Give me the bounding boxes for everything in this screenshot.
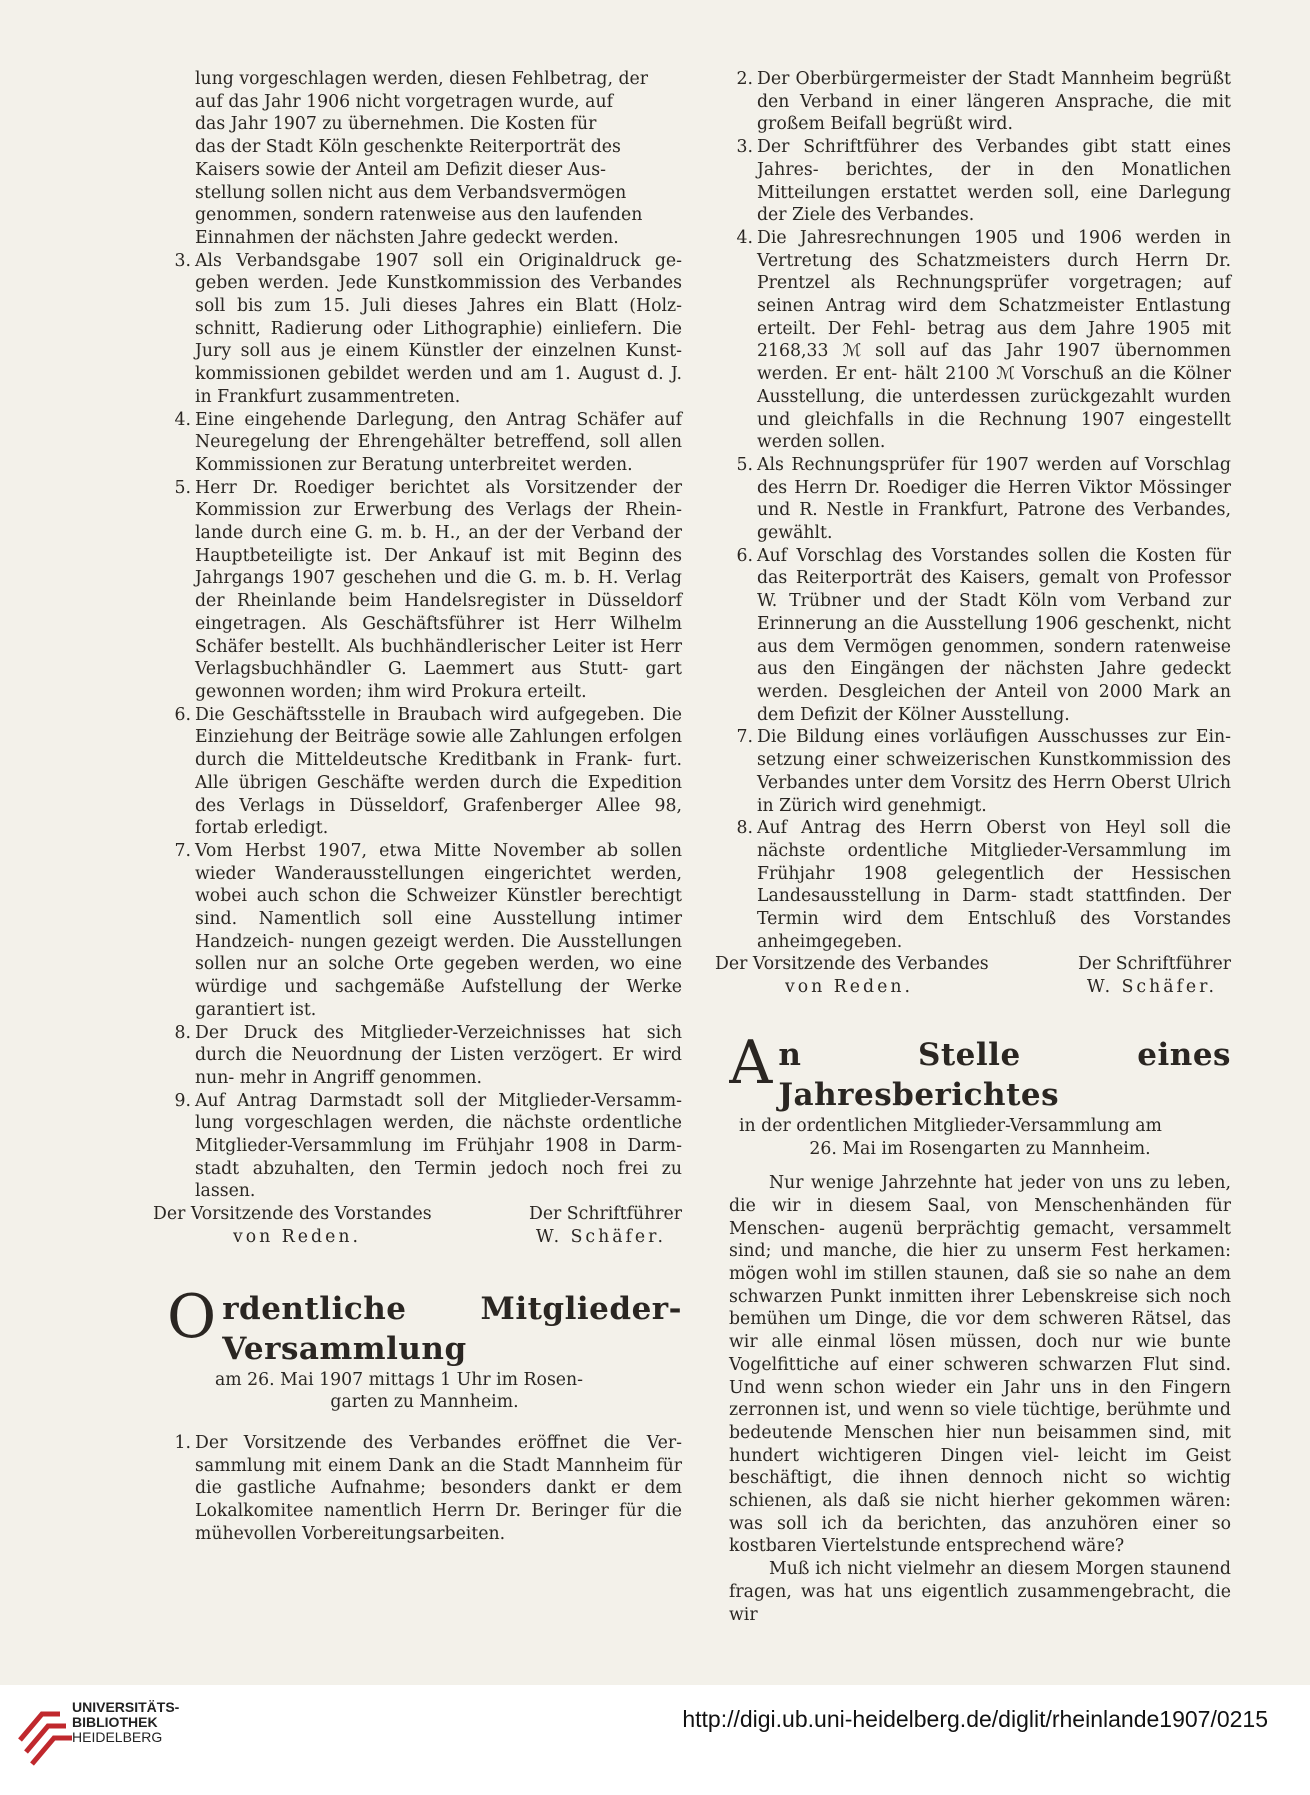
- item-text: Auf Vorschlag des Vorstandes sollen die Kosten für das Reiterporträt des Kaisers, gemalt von Professor W. Trübner und der Stadt Köln vom Verband zur Erinnerung an die Ausstellung 1906 geschenkt, nicht aus dem Vermögen genommen, sondern ratenweise aus den Eingängen der nächsten Jahre gedeckt werden. Desgleichen der Anteil von 2000 Mark an dem Defizit der Kölner Ausstellung.: [757, 545, 1231, 725]
- item-text: Die Bildung eines vorläufigen Ausschusses zur Ein- setzung einer schweizerischen Kunstkommission des Verbandes unter dem Vorsitz des Herrn Oberst Ulrich in Zürich wird genehmigt.: [757, 727, 1231, 816]
- agenda-item-4: [167, 409, 682, 477]
- text-line: lung vorgeschlagen werden, diesen Fehlbetrag, der: [195, 69, 649, 89]
- item-text: Auf Antrag Darmstadt soll der Mitglieder-Versamm- lung vorgeschlagen werden, die nächste ordentliche Mitglieder-Versammlung im Frühjahr 1908 in Darm- stadt abzuhalten, den Termin jedoch noch frei zu lassen.: [195, 1090, 682, 1202]
- item-number: 4.: [736, 227, 753, 248]
- item-number: 2.: [736, 69, 753, 89]
- item-number: 3.: [174, 250, 191, 271]
- agenda-item-3: [729, 136, 1231, 227]
- drop-cap: A: [729, 1034, 773, 1098]
- item-text: Auf Antrag des Herrn Oberst von Heyl soll die nächste ordentliche Mitglieder-Versammlung im Frühjahr 1908 gelegentlich der Hessischen Landesausstellung in Darm- stadt stattfinden. Der Termin wird dem Entschluß des Vorstandes anheimgegeben.: [757, 818, 1231, 952]
- left-intro-paragraph: [167, 68, 682, 250]
- item-text: Die Jahresrechnungen 1905 und 1906 werden in Vertretung des Schatzmeisters durch Herrn Dr. Prentzel als Rechnungsprüfer vorgetragen; auf seinen Antrag wird dem Schatzmeister Entlastung erteilt. Der Fehl- betrag aus dem Jahre 1905 mit 2168,33 ℳ soll auf das Jahr 1907 übernommen werden. Er ent- hält 2100 ℳ Vorschuß an die Kölner Ausstellung, die unterdessen zurückgezahlt wurden und gleichfalls in die Rechnung 1907 eingestellt werden sollen.: [757, 227, 1231, 453]
- text-line: stellung sollen nicht aus dem Verbandsvermögen: [195, 182, 627, 203]
- footer-bar: [0, 1685, 1310, 1795]
- item-text: Als Rechnungsprüfer für 1907 werden auf Vorschlag des Herrn Dr. Roediger die Herren Viktor Mössinger und R. Nestle in Frankfurt, Patrone des Verbandes, gewählt.: [757, 454, 1231, 544]
- signature-left-role: Der Vorsitzende des Vorstandes: [153, 1204, 432, 1225]
- item-number: 5.: [174, 477, 191, 498]
- agenda-item-9: [167, 1090, 682, 1204]
- drop-cap: O: [167, 1288, 217, 1352]
- item-number: 9.: [174, 1090, 191, 1111]
- agenda-item-3: [167, 250, 682, 409]
- item-number: 1.: [174, 1432, 191, 1453]
- section-heading-meeting: [167, 1289, 682, 1414]
- signature-left-name: von Reden.: [233, 1226, 361, 1247]
- heading-title: n Stelle eines Jahresberichtes: [778, 1036, 1231, 1113]
- text-line: Kaisers sowie der Anteil am Defizit dieser Aus-: [195, 159, 606, 180]
- signature-right-role: Der Schriftführer: [528, 1204, 682, 1225]
- item-text: Der Schriftführer des Verbandes gibt statt eines Jahres- berichtes, der in den Monatlichen Mitteilungen erstattet werden soll, eine Darlegung der Ziele des Verbandes.: [757, 137, 1231, 226]
- item-number: 4.: [174, 409, 191, 430]
- item-number: 6.: [174, 704, 191, 725]
- item-number: 3.: [736, 137, 753, 158]
- item-text: Die Geschäftsstelle in Braubach wird aufgegeben. Die Einziehung der Beiträge sowie alle Zahlungen erfolgen durch die Mitteldeutsche Kreditbank in Frank- furt. Alle übrigen Geschäfte werden durch die Expedition des Verlags in Düsseldorf, Grafenberger Allee 98, fortab erledigt.: [195, 704, 682, 839]
- item-text: Eine eingehende Darlegung, den Antrag Schäfer auf Neuregelung der Ehrengehälter betreffend, soll allen Kommissionen zur Beratung unterbreitet werden.: [195, 409, 682, 475]
- text-line: auf das Jahr 1906 nicht vorgetragen wurde, auf: [195, 91, 613, 112]
- signature-left-name: von Reden.: [785, 977, 913, 998]
- library-name-line: BIBLIOTHEK: [72, 1714, 158, 1730]
- item-number: 8.: [736, 818, 753, 839]
- heading-subtitle-1: in der ordentlichen Mitglieder-Versammlung am: [739, 1115, 1162, 1136]
- text-line: das der Stadt Köln geschenkte Reiterporträt des: [195, 137, 621, 158]
- agenda-item-8: [729, 817, 1231, 953]
- left-column: [153, 68, 682, 1545]
- library-name: [72, 1700, 179, 1745]
- item-number: 5.: [736, 454, 753, 475]
- library-name-line: UNIVERSITÄTS-: [72, 1699, 180, 1715]
- agenda-item-1: [167, 1432, 682, 1546]
- agenda-item-2: [729, 68, 1231, 136]
- body-paragraph: Nur wenige Jahrzehnte hat jeder von uns zu leben, die wir in diesem Saal, von Menschenhänden für Menschen- augenü berprächtig gemacht, versammelt sind; und manche, die hier zu unserm Fest herkamen: mögen wohl im stillen staunen, daß sie so nahe an dem schwarzen Punkt inmitten ihrer Lebenskreise sich noch bemühen um Dinge, die vor dem schweren Rätsel, das wir alle einmal lösen müssen, doch nur wie bunte Vogelfittiche auf einer schweren schwarzen Flut sind. Und wenn schon wieder ein Jahr uns in den Fingern zerronnen ist, und wenn so viele tüchtige, berühmte und bedeutende Menschen hier nun beisammen sind, mit hundert wichtigeren Dingen viel- leicht im Geist beschäftigt, die ihnen dennoch nicht so wichtig schienen, als daß sie nicht hierher gekommen wären: was soll ich da berichten, das anzuhören einer so kostbaren Viertelstunde entsprechend wäre?: [729, 1173, 1231, 1557]
- heading-subtitle-2: garten zu Mannheim.: [330, 1392, 519, 1413]
- agenda-item-4: [729, 227, 1231, 454]
- library-name-line: HEIDELBERG: [72, 1729, 163, 1745]
- text-line: genommen, sondern ratenweise aus den laufenden: [195, 205, 643, 226]
- agenda-item-5: [729, 454, 1231, 545]
- agenda-item-7: [729, 726, 1231, 817]
- agenda-item-8: [167, 1022, 682, 1090]
- heading-title: rdentliche Mitglieder-Versammlung: [222, 1290, 682, 1367]
- agenda-item-6: [167, 704, 682, 840]
- item-text: Herr Dr. Roediger berichtet als Vorsitzender der Kommission zur Erwerbung des Verlags der Rhein- lande durch eine G. m. b. H., an der der Verband der Hauptbeteiligte ist. Der Ankauf ist mit Beginn des Jahrgangs 1907 geschehen und die G. m. b. H. Verlag der Rheinlande beim Handelsregister in Düsseldorf eingetragen. Als Geschäftsführer ist Herr Wilhelm Schäfer bestellt. Als buchhändlerischer Leiter ist Herr Verlagsbuchhändler G. Laemmert aus Stutt- gart gewonnen worden; ihm wird Prokura erteilt.: [195, 477, 682, 702]
- item-text: Der Vorsitzende des Verbandes eröffnet die Ver- sammlung mit einem Dank an die Stadt Mannheim für die gastliche Aufnahme; besonders dankt er dem Lokalkomitee namentlich Herrn Dr. Beringer für die mühevollen Vorbereitungsarbeiten.: [195, 1432, 682, 1544]
- right-column: [715, 68, 1231, 1626]
- signature-right-name: W. Schäfer.: [1086, 977, 1217, 998]
- signature-right-name: W. Schäfer.: [535, 1226, 666, 1247]
- source-url-link[interactable]: http://digi.ub.uni-heidelberg.de/diglit/rheinlande1907/0215: [682, 1706, 1268, 1732]
- item-text: Der Druck des Mitglieder-Verzeichnisses hat sich durch die Neuordnung der Listen verzögert. Er wird nun- mehr in Angriff genommen.: [195, 1022, 682, 1088]
- agenda-item-7: [167, 840, 682, 1022]
- text-line: Einnahmen der nächsten Jahre gedeckt werden.: [195, 227, 619, 248]
- text-line: das Jahr 1907 zu übernehmen. Die Kosten für: [195, 114, 597, 135]
- item-text: Der Oberbürgermeister der Stadt Mannheim begrüßt den Verband in einer längeren Ansprache, die mit großem Beifall begrüßt wird.: [757, 69, 1231, 135]
- item-number: 6.: [736, 545, 753, 566]
- agenda-item-6: [729, 545, 1231, 727]
- heading-subtitle-1: am 26. Mai 1907 mittags 1 Uhr im Rosen-: [215, 1369, 584, 1390]
- agenda-item-5: [167, 477, 682, 704]
- signature-left-role: Der Vorsitzende des Verbandes: [715, 954, 989, 975]
- item-number: 7.: [736, 727, 753, 748]
- signature-right-role: Der Schriftführer: [1077, 954, 1231, 975]
- item-number: 8.: [174, 1022, 191, 1043]
- section-heading-annual-report: [729, 1035, 1231, 1160]
- item-text: Als Verbandsgabe 1907 soll ein Originaldruck ge- geben werden. Jede Kunstkommission des Verbandes soll bis zum 15. Juli dieses Jahres ein Blatt (Holz- schnitt, Radierung oder Lithographie) einliefern. Die Jury soll aus je einem Künstler der einzelnen Kunst- kommissionen gebildet werden und am 1. August d. J. in Frankfurt zusammentreten.: [195, 250, 682, 407]
- signature-block: [153, 1203, 682, 1248]
- body-paragraph: Muß ich nicht vielmehr an diesem Morgen staunend fragen, was hat uns eigentlich zusammengebracht, die wir: [729, 1559, 1231, 1625]
- item-number: 7.: [174, 840, 191, 861]
- heading-subtitle-2: 26. Mai im Rosengarten zu Mannheim.: [809, 1138, 1151, 1159]
- signature-block: [715, 953, 1231, 998]
- item-text: Vom Herbst 1907, etwa Mitte November ab sollen wieder Wanderausstellungen eingerichtet werden, wobei auch schon die Schweizer Künstler berechtigt sind. Namentlich soll eine Ausstellung intimer Handzeich- nungen gezeigt werden. Die Ausstellungen sollen nur an solche Orte gegeben werden, wo eine würdige und sachgemäße Aufstellung der Werke garantiert ist.: [195, 840, 682, 1020]
